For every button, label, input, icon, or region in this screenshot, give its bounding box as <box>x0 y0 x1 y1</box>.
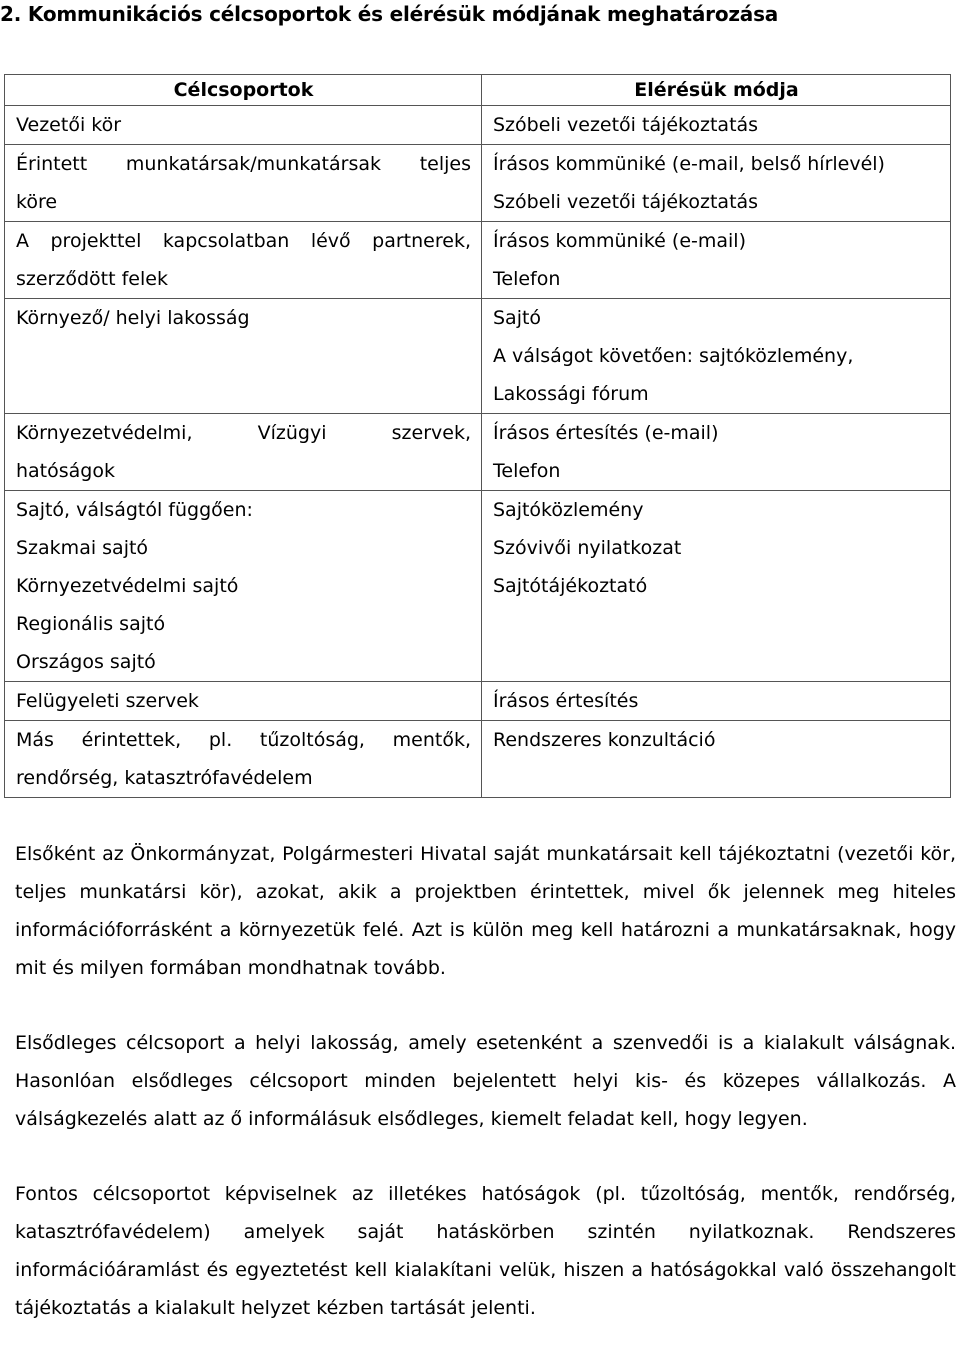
method-cell <box>482 682 951 721</box>
target-line: Környező/ helyi lakosság <box>16 307 250 329</box>
method-line: Lakossági fórum <box>493 383 649 405</box>
paragraph: Fontos célcsoportot képviselnek az illetékes hatóságok (pl. tűzoltóság, mentők, rendőrség, katasztrófavédelem) amelyek saját hatáskörben szintén nyilatkoznak. Rendszeres információáramlást és egyeztetést kell kialakítani velük, hiszen a hatóságokkal való összehangolt tájékoztatás a kialakult helyzet kézben tartását jelenti. <box>15 1183 956 1319</box>
target-line: Országos sajtó <box>16 651 156 673</box>
table-row <box>5 721 951 798</box>
method-line: Írásos értesítés <box>493 690 639 712</box>
method-cell <box>482 414 951 491</box>
method-line: Írásos kommüniké (e-mail) <box>493 230 746 252</box>
method-line: Szóbeli vezetői tájékoztatás <box>493 191 759 213</box>
target-cell <box>5 145 482 222</box>
target-groups-table <box>4 74 951 798</box>
target-line: hatóságok <box>16 460 115 482</box>
target-line: Szakmai sajtó <box>16 537 149 559</box>
method-line: Szóbeli vezetői tájékoztatás <box>493 114 759 136</box>
target-line: Érintett munkatársak/munkatársak teljes <box>16 153 471 175</box>
table-row <box>5 682 951 721</box>
method-cell <box>482 106 951 145</box>
target-line: Sajtó, válságtól függően: <box>16 499 253 521</box>
target-line: Vezetői kör <box>16 114 122 136</box>
table-row <box>5 299 951 414</box>
target-line: köre <box>16 191 58 213</box>
table-row <box>5 145 951 222</box>
method-line: Írásos értesítés (e-mail) <box>493 422 719 444</box>
paragraph: Elsődleges célcsoport a helyi lakosság, amely esetenként a szenvedői is a kialakult válságnak. Hasonlóan elsődleges célcsoport minden bejelentett helyi kis- és közepes vállalkozás. A válságkezelés alatt az ő informálásuk elsődleges, kiemelt feladat kell, hogy legyen. <box>15 1032 956 1130</box>
method-cell <box>482 222 951 299</box>
method-line: Sajtótájékoztató <box>493 575 648 597</box>
method-line: Írásos kommüniké (e-mail, belső hírlevél) <box>493 153 885 175</box>
target-line: Környezetvédelmi, Vízügyi szervek, <box>16 422 471 444</box>
target-line: Környezetvédelmi sajtó <box>16 575 239 597</box>
paragraph: Elsőként az Önkormányzat, Polgármesteri Hivatal saját munkatársait kell tájékoztatni (vezetői kör, teljes munkatársi kör), azokat, akik a projektben érintettek, mivel ők jelennek meg hiteles információforrásként a környezetük felé. Azt is külön meg kell határozni a munkatársaknak, hogy mit és milyen formában mondhatnak tovább. <box>15 843 956 979</box>
method-line: Szóvivői nyilatkozat <box>493 537 682 559</box>
method-line: Telefon <box>493 268 561 290</box>
table-row <box>5 491 951 682</box>
method-cell <box>482 721 951 798</box>
table-row <box>5 414 951 491</box>
target-cell <box>5 414 482 491</box>
target-line: Felügyeleti szervek <box>16 690 199 712</box>
method-line: Rendszeres konzultáció <box>493 729 716 751</box>
target-cell <box>5 299 482 414</box>
table-row <box>5 222 951 299</box>
method-line: Sajtó <box>493 307 542 329</box>
header-reach-method: Elérésük módja <box>482 75 951 106</box>
target-cell <box>5 106 482 145</box>
method-line: Sajtóközlemény <box>493 499 644 521</box>
target-line: Regionális sajtó <box>16 613 166 635</box>
method-line: Telefon <box>493 460 561 482</box>
body-text <box>15 835 956 1364</box>
target-line: A projekttel kapcsolatban lévő partnerek, <box>16 230 471 252</box>
target-cell <box>5 222 482 299</box>
target-line: Más érintettek, pl. tűzoltóság, mentők, <box>16 729 471 751</box>
target-cell <box>5 682 482 721</box>
section-heading: 2. Kommunikációs célcsoportok és elérésük módjának meghatározása <box>0 2 779 26</box>
method-cell <box>482 299 951 414</box>
target-line: rendőrség, katasztrófavédelem <box>16 767 313 789</box>
method-cell <box>482 145 951 222</box>
table-header-row <box>5 75 951 106</box>
method-cell <box>482 491 951 682</box>
target-line: szerződött felek <box>16 268 168 290</box>
target-cell <box>5 721 482 798</box>
target-cell <box>5 491 482 682</box>
table-row <box>5 106 951 145</box>
header-target-groups: Célcsoportok <box>5 75 482 106</box>
method-line: A válságot követően: sajtóközlemény, <box>493 345 854 367</box>
